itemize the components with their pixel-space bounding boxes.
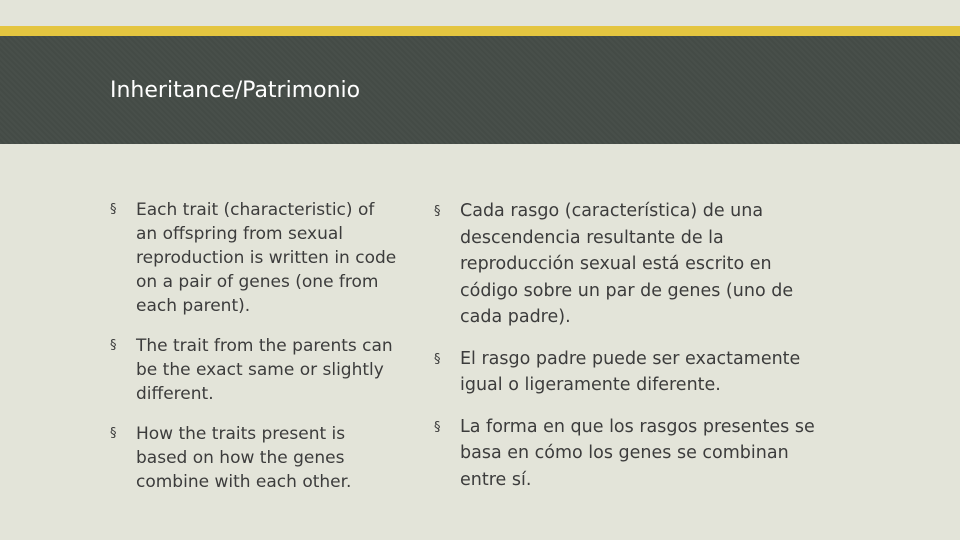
bullet-text: La forma en que los rasgos presentes se basa en cómo los genes se combinan entre sí. <box>460 416 815 490</box>
bullet-item <box>110 422 400 494</box>
left-column-english <box>110 198 400 510</box>
bullet-text: How the traits present is based on how the genes combine with each other. <box>136 424 352 492</box>
bullet-text: The trait from the parents can be the exact same or slightly different. <box>136 336 393 404</box>
section-sign-icon: § <box>110 338 117 353</box>
right-column-spanish <box>434 198 834 508</box>
bullet-item <box>434 414 834 494</box>
bullet-text: Each trait (characteristic) of an offspring from sexual reproduction is written in code on a pair of genes (one from each parent). <box>136 200 397 316</box>
accent-bar <box>0 26 960 36</box>
section-sign-icon: § <box>434 351 441 367</box>
section-sign-icon: § <box>110 202 117 217</box>
section-sign-icon: § <box>434 204 441 219</box>
bullet-item <box>434 346 834 399</box>
section-sign-icon: § <box>110 426 117 441</box>
bullet-item <box>434 198 834 331</box>
bullet-text: Cada rasgo (característica) de una descendencia resultante de la reproducción sexual está escrito en código sobre un par de genes (uno de cada padre). <box>460 201 794 327</box>
slide-title: Inheritance/Patrimonio <box>110 78 361 103</box>
bullet-item <box>110 334 400 406</box>
section-sign-icon: § <box>434 419 441 435</box>
bullet-item <box>110 198 400 318</box>
bullet-text: El rasgo padre puede ser exactamente igual o ligeramente diferente. <box>460 348 801 395</box>
